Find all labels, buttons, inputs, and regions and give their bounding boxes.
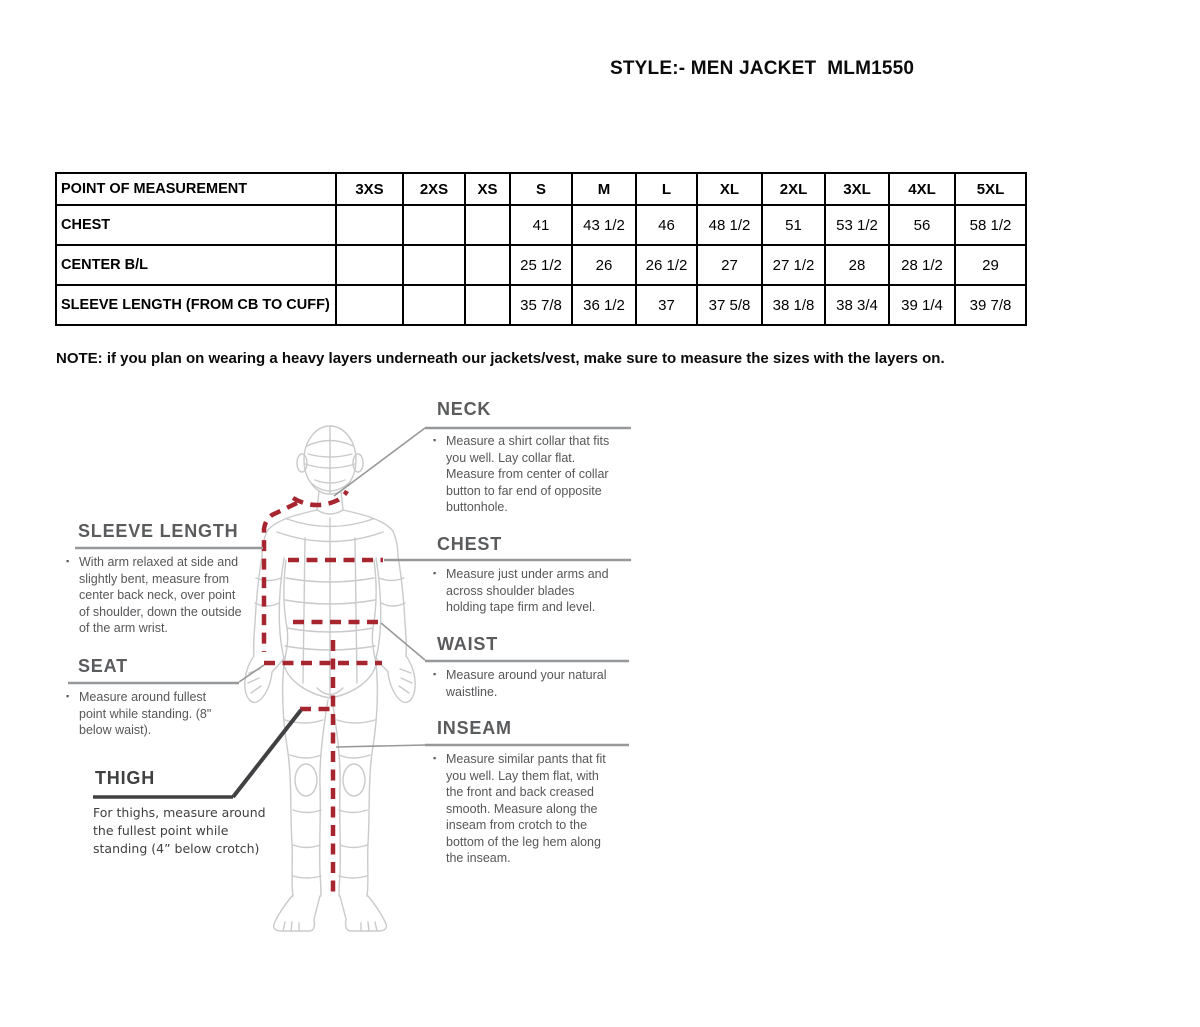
size-value-cell: 53 1/2 [825, 205, 889, 245]
measurement-diagram [55, 388, 635, 948]
col-header-pom: POINT OF MEASUREMENT [56, 173, 336, 205]
size-value-cell [403, 285, 465, 325]
waist-section-text [433, 667, 611, 700]
size-value-cell: 46 [636, 205, 697, 245]
size-value-cell [336, 245, 403, 285]
chest-section-text [433, 566, 611, 616]
bullet-square-icon: ▪ [433, 753, 437, 763]
size-value-cell: 51 [762, 205, 825, 245]
thigh-section-text: For thighs, measure around the fullest point while standing (4” below crotch) [93, 805, 266, 857]
size-value-cell [465, 205, 510, 245]
col-header-size: L [636, 173, 697, 205]
neck-section-label: NECK [437, 399, 492, 419]
waist-pointer-line [381, 623, 425, 660]
size-value-cell: 28 1/2 [889, 245, 955, 285]
size-value-cell [465, 245, 510, 285]
seat-section-text [66, 689, 229, 739]
size-value-cell: 25 1/2 [510, 245, 572, 285]
size-value-cell: 37 [636, 285, 697, 325]
neck-pointer-line [334, 428, 425, 496]
seat-section-label: SEAT [78, 656, 128, 676]
col-header-size: 5XL [955, 173, 1026, 205]
col-header-size: S [510, 173, 572, 205]
chest-instructions: Measure just under arms and across shoulder blades holding tape firm and level. [446, 567, 609, 614]
size-value-cell [403, 245, 465, 285]
col-header-size: 3XS [336, 173, 403, 205]
col-header-size: XS [465, 173, 510, 205]
size-value-cell: 58 1/2 [955, 205, 1026, 245]
inseam-instructions: Measure similar pants that fit you well. Lay them flat, with the front and back creased smooth. Measure along the inseam from crotch to the bottom of the leg hem along the inseam. [446, 752, 606, 865]
sleeve-length-section-text [66, 554, 247, 637]
size-value-cell: 39 1/4 [889, 285, 955, 325]
seat-instructions: Measure around fullest point while standing. (8" below waist). [79, 690, 212, 737]
measurement-lines [264, 491, 383, 892]
size-value-cell: 28 [825, 245, 889, 285]
neck-section-text [433, 433, 611, 516]
waist-section-label: WAIST [437, 634, 498, 654]
layers-note: NOTE: if you plan on wearing a heavy layers underneath our jackets/vest, make sure to measure the sizes with the layers on. [56, 350, 945, 367]
size-value-cell: 29 [955, 245, 1026, 285]
table-row-sleeve-length [56, 285, 1026, 325]
col-header-size: 2XL [762, 173, 825, 205]
size-value-cell: 37 5/8 [697, 285, 762, 325]
size-value-cell: 27 [697, 245, 762, 285]
inseam-section-label: INSEAM [437, 718, 512, 738]
page-title: STYLE:- MEN JACKET MLM1550 [610, 58, 915, 79]
col-header-size: M [572, 173, 636, 205]
bullet-square-icon: ▪ [433, 568, 437, 578]
size-value-cell: 36 1/2 [572, 285, 636, 325]
bullet-square-icon: ▪ [433, 435, 437, 445]
size-value-cell: 35 7/8 [510, 285, 572, 325]
size-value-cell [336, 205, 403, 245]
size-value-cell: 48 1/2 [697, 205, 762, 245]
table-header-row [56, 173, 1026, 205]
size-value-cell: 26 1/2 [636, 245, 697, 285]
col-header-size: 2XS [403, 173, 465, 205]
col-header-size: XL [697, 173, 762, 205]
table-row-center-bl [56, 245, 1026, 285]
size-value-cell: 39 7/8 [955, 285, 1026, 325]
bullet-square-icon: ▪ [433, 669, 437, 679]
size-value-cell [403, 205, 465, 245]
size-value-cell [465, 285, 510, 325]
bullet-square-icon: ▪ [66, 556, 70, 566]
size-value-cell: 38 3/4 [825, 285, 889, 325]
sleeve-length-instructions: With arm relaxed at side and slightly bent, measure from center back neck, over point of shoulder, down the outside of the arm wrist. [79, 555, 242, 635]
col-header-size: 3XL [825, 173, 889, 205]
bullet-square-icon: ▪ [66, 691, 70, 701]
size-value-cell: 41 [510, 205, 572, 245]
size-chart-table [55, 172, 1027, 326]
table-row-chest [56, 205, 1026, 245]
col-header-size: 4XL [889, 173, 955, 205]
waist-instructions: Measure around your natural waistline. [446, 668, 607, 699]
size-value-cell: 27 1/2 [762, 245, 825, 285]
size-value-cell: 43 1/2 [572, 205, 636, 245]
seat-pointer-line [239, 665, 264, 682]
size-value-cell: 56 [889, 205, 955, 245]
thigh-section-label: THIGH [95, 768, 155, 788]
inseam-pointer-line [336, 745, 425, 747]
chest-section-label: CHEST [437, 534, 503, 554]
size-value-cell: 26 [572, 245, 636, 285]
neck-instructions: Measure a shirt collar that fits you well. Lay collar flat. Measure from center of collar button to far end of opposite buttonhole. [446, 434, 610, 514]
row-label: CENTER B/L [56, 245, 336, 285]
size-value-cell [336, 285, 403, 325]
sleeve-length-section-label: SLEEVE LENGTH [78, 521, 239, 541]
row-label: SLEEVE LENGTH (FROM CB TO CUFF) [56, 285, 336, 325]
inseam-section-text [433, 751, 611, 867]
size-value-cell: 38 1/8 [762, 285, 825, 325]
row-label: CHEST [56, 205, 336, 245]
